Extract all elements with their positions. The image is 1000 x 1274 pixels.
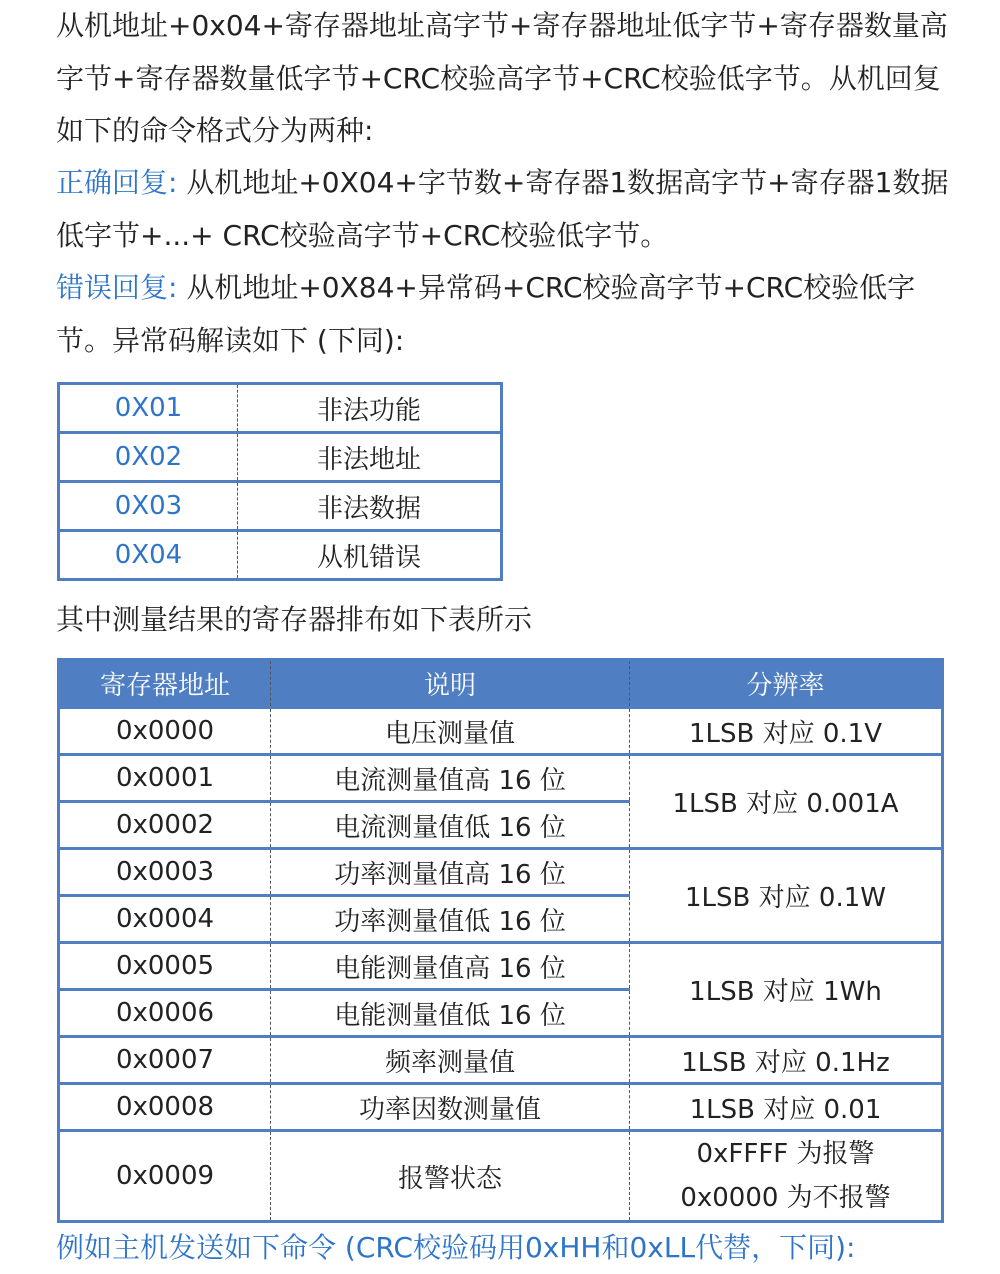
table-row [59,1084,943,1131]
register-resolution: 1LSB 对应 0.1V [630,708,943,755]
register-description: 电压测量值 [271,708,630,755]
error-description: 非法地址 [238,433,502,482]
register-address: 0x0005 [59,943,271,990]
error-code-table [57,382,503,581]
register-address: 0x0007 [59,1037,271,1084]
register-resolution: 1LSB 对应 0.1Hz [630,1037,943,1084]
table-row [59,1037,943,1084]
register-description: 功率测量值低 16 位 [271,896,630,943]
table-row [59,943,943,990]
register-address: 0x0008 [59,1084,271,1131]
error-code: 0X03 [59,482,238,531]
alarm-resolution-line: 0x0000 为不报警 [680,1183,891,1213]
register-description: 报警状态 [271,1131,630,1222]
correct-reply-text: 从机地址+0X04+字节数+寄存器1数据高字节+寄存器1数据低字节+...+ CRC校验高字节+CRC校验低字节。 [56,166,949,252]
alarm-resolution-line: 0xFFFF 为报警 [696,1139,875,1169]
table-row [59,433,502,482]
error-reply-label: 错误回复: [56,271,178,304]
register-address: 0x0009 [59,1131,271,1222]
register-address: 0x0001 [59,755,271,802]
register-description: 电能测量值低 16 位 [271,990,630,1037]
register-description: 电流测量值高 16 位 [271,755,630,802]
error-reply-text: 从机地址+0X84+异常码+CRC校验高字节+CRC校验低字节。异常码解读如下 (下同): [56,271,916,357]
register-description: 功率测量值高 16 位 [271,849,630,896]
intro-paragraph [56,0,956,158]
register-resolution: 1LSB 对应 1Wh [630,943,943,1037]
table-row [59,849,943,896]
table-row [59,755,943,802]
register-resolution: 1LSB 对应 0.01 [630,1084,943,1131]
column-header-resolution: 分辨率 [630,660,943,708]
register-description: 电流测量值低 16 位 [271,802,630,849]
register-address: 0x0000 [59,708,271,755]
column-header-address: 寄存器地址 [59,660,271,708]
register-address: 0x0006 [59,990,271,1037]
error-description: 非法数据 [238,482,502,531]
intro-text: 从机地址+0x04+寄存器地址高字节+寄存器地址低字节+寄存器数量高字节+寄存器数量低字节+CRC校验高字节+CRC校验低字节。从机回复如下的命令格式分为两种: [56,9,948,147]
table-row [59,708,943,755]
column-header-description: 说明 [271,660,630,708]
error-description: 从机错误 [238,531,502,580]
register-address: 0x0002 [59,802,271,849]
error-code: 0X01 [59,384,238,433]
table-header-row [59,660,943,708]
error-reply-paragraph [56,262,956,367]
correct-reply-label: 正确回复: [56,166,178,199]
trailing-text: 例如主机发送如下命令 (CRC校验码用0xHH和0xLL代替，下同): [56,1231,856,1264]
correct-reply-paragraph [56,157,956,262]
register-description: 电能测量值高 16 位 [271,943,630,990]
register-description: 频率测量值 [271,1037,630,1084]
register-resolution: 1LSB 对应 0.001A [630,755,943,849]
register-address: 0x0003 [59,849,271,896]
error-code: 0X04 [59,531,238,580]
register-resolution: 1LSB 对应 0.1W [630,849,943,943]
table-row [59,482,502,531]
table-row [59,531,502,580]
table-row [59,1131,943,1222]
register-resolution [630,1131,943,1222]
error-code: 0X02 [59,433,238,482]
register-table [57,658,944,1223]
register-description: 功率因数测量值 [271,1084,630,1131]
register-address: 0x0004 [59,896,271,943]
table-row [59,384,502,433]
error-description: 非法功能 [238,384,502,433]
register-table-caption: 其中测量结果的寄存器排布如下表所示 [56,603,533,636]
